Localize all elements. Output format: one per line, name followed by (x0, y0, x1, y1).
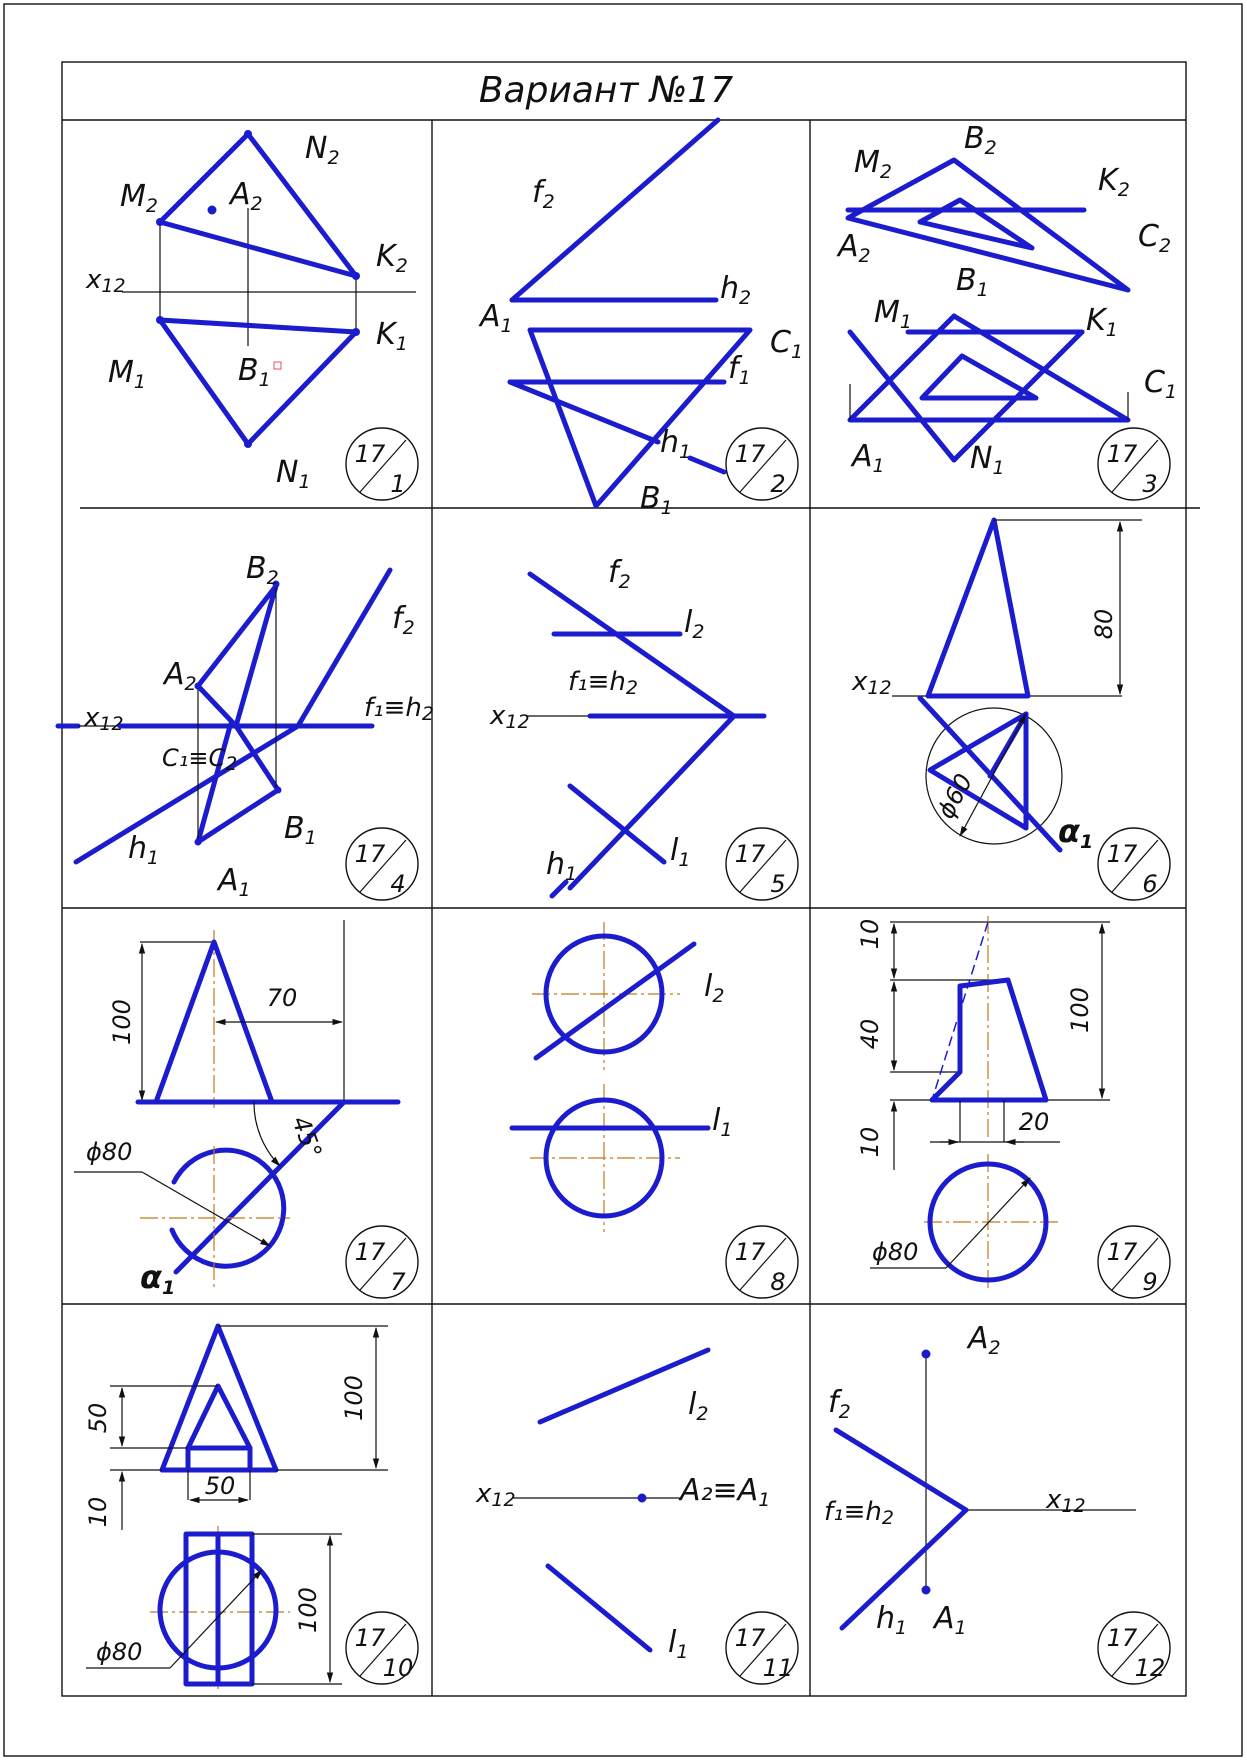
svg-text:C₁≡C2: C₁≡C2 (162, 744, 238, 775)
cell-7-labels (86, 984, 327, 1299)
badge-8 (726, 1226, 798, 1298)
svg-text:17: 17 (734, 840, 766, 868)
svg-text:6: 6 (1142, 870, 1158, 898)
svg-text:100: 100 (294, 1587, 322, 1633)
svg-text:ϕ60: ϕ60 (931, 769, 979, 824)
svg-text:12: 12 (1134, 1654, 1166, 1682)
svg-text:f₁≡h2: f₁≡h2 (568, 667, 638, 699)
cell-2-drawing (510, 120, 750, 506)
svg-text:ϕ80: ϕ80 (86, 1138, 133, 1166)
svg-text:N2: $N_2$ (305, 131, 340, 169)
svg-text:17: 17 (1106, 440, 1138, 468)
svg-text:M2: $M_2$ (120, 179, 158, 217)
svg-text:100: 100 (340, 1375, 368, 1421)
svg-text:17: 17 (354, 1624, 386, 1652)
svg-text:A2: $A_2$ (164, 657, 197, 695)
badge-3 (1098, 428, 1170, 500)
svg-text:45°: 45° (286, 1112, 328, 1163)
cell-9-labels (856, 919, 1094, 1266)
svg-text:K2: $K_2$ (376, 239, 408, 277)
svg-text:l2: $l_2$ (704, 969, 725, 1007)
svg-text:10: 10 (856, 918, 884, 950)
svg-text:3: 3 (1142, 470, 1158, 498)
svg-text:2: 2 (770, 470, 786, 498)
svg-text:B2: $B_2$ (246, 551, 279, 589)
cell-3-labels (836, 121, 1177, 479)
svg-text:9: 9 (1142, 1268, 1158, 1296)
svg-text:f₁≡h2: f₁≡h2 (824, 1497, 894, 1529)
svg-text:17: 17 (1106, 1624, 1138, 1652)
svg-text:C1: $C_1$ (1144, 365, 1178, 403)
svg-text:A1: $A_1$ (480, 299, 513, 337)
svg-text:h2: $h_2$ (720, 271, 752, 309)
svg-text:h1: $h_1$ (660, 425, 692, 463)
svg-text:10: 10 (856, 1126, 884, 1158)
badge-5 (726, 828, 798, 900)
svg-text:K1: $K_1$ (1086, 303, 1118, 341)
svg-text:N1: $N_1$ (970, 441, 1005, 479)
svg-text:f2: $f_2$ (828, 1385, 851, 1423)
svg-text:ϕ80: ϕ80 (96, 1638, 143, 1666)
svg-text:B1: $B_1$ (640, 481, 673, 519)
svg-text:f1: $f_1$ (728, 351, 751, 389)
svg-text:10: 10 (382, 1654, 414, 1682)
svg-text:f₁≡h2: f₁≡h2 (364, 693, 434, 725)
svg-text:x12: x12 (1046, 1485, 1086, 1517)
svg-text:B2: $B_2$ (964, 121, 997, 159)
svg-text:M2: $M_2$ (854, 145, 892, 183)
svg-text:l1: $l_1$ (712, 1103, 733, 1141)
svg-text:f2: $f_2$ (392, 601, 415, 639)
svg-text:x12: x12 (476, 1479, 516, 1511)
svg-text:ϕ80: ϕ80 (872, 1238, 919, 1266)
svg-text:M1: $M_1$ (108, 355, 146, 393)
svg-text:17: 17 (354, 1238, 386, 1266)
svg-text:17: 17 (354, 440, 386, 468)
svg-text:α1: α1 (140, 1258, 176, 1299)
svg-text:5: 5 (770, 870, 786, 898)
svg-text:80: 80 (1090, 608, 1118, 640)
svg-text:x12: x12 (84, 703, 124, 735)
badge-4 (346, 828, 418, 900)
badge-10 (346, 1612, 418, 1684)
svg-text:7: 7 (390, 1268, 406, 1296)
badge-11 (726, 1612, 798, 1684)
cell-8-drawing (512, 922, 708, 1232)
cell-11-labels (475, 1387, 770, 1663)
svg-text:l2: $l_2$ (684, 605, 705, 643)
cell-10-labels (84, 1375, 368, 1666)
cell-11-drawing (512, 1350, 708, 1650)
cell-12-drawing (836, 1350, 1136, 1629)
cell-9-drawing (870, 916, 1110, 1290)
cell-12-labels (824, 1321, 1086, 1639)
svg-text:f2: $f_2$ (532, 175, 555, 213)
svg-text:A₂≡A1: $A_2\equiv A_1$ (680, 1473, 771, 1511)
svg-text:C2: $C_2$ (1138, 219, 1172, 257)
svg-text:h1: $h_1$ (876, 1601, 908, 1639)
badge-6 (1098, 828, 1170, 900)
svg-text:A2: $A_2$ (838, 229, 871, 267)
svg-text:h1: $h_1$ (546, 847, 578, 885)
svg-text:100: 100 (1066, 987, 1094, 1033)
svg-text:17: 17 (354, 840, 386, 868)
svg-text:x12: x12 (86, 265, 126, 297)
svg-text:100: 100 (108, 999, 136, 1045)
svg-text:A1: $A_1$ (852, 439, 885, 477)
svg-text:17: 17 (1106, 840, 1138, 868)
svg-text:K2: $K_2$ (1098, 163, 1130, 201)
grid-lines (62, 120, 1200, 1696)
sheet-title: Вариант №17 (478, 70, 734, 111)
svg-text:f2: $f_2$ (608, 555, 631, 593)
svg-text:B1: $B_1$ (956, 263, 989, 301)
svg-text:20: 20 (1018, 1108, 1050, 1136)
svg-text:K1: $K_1$ (376, 317, 408, 355)
svg-text:B1: $B_1$ (284, 811, 317, 849)
badge-9 (1098, 1226, 1170, 1298)
svg-text:N1: $N_1$ (276, 455, 311, 493)
svg-text:h1: $h_1$ (128, 831, 160, 869)
svg-text:A1: $A_1$ (934, 1601, 967, 1639)
svg-text:8: 8 (770, 1268, 786, 1296)
svg-text:x12: x12 (852, 667, 892, 699)
svg-text:10: 10 (84, 1496, 112, 1528)
badge-7 (346, 1226, 418, 1298)
svg-text:40: 40 (856, 1018, 884, 1050)
svg-text:x12: x12 (490, 701, 530, 733)
svg-text:17: 17 (734, 440, 766, 468)
badge-2 (726, 428, 798, 500)
svg-text:A1: $A_1$ (218, 863, 251, 901)
svg-text:70: 70 (266, 984, 298, 1012)
svg-text:B1: $B_1$ (238, 353, 271, 391)
svg-text:17: 17 (734, 1238, 766, 1266)
cell-6-labels (851, 609, 1118, 853)
svg-text:M1: $M_1$ (874, 295, 912, 333)
svg-text:A2: $A_2$ (968, 1321, 1001, 1359)
svg-text:A2: $A_2$ (230, 177, 263, 215)
badge-1 (346, 428, 418, 500)
svg-text:4: 4 (390, 870, 406, 898)
svg-text:l1: $l_1$ (668, 1625, 689, 1663)
svg-text:17: 17 (734, 1624, 766, 1652)
badge-12 (1098, 1612, 1170, 1684)
svg-text:C1: $C_1$ (770, 325, 804, 363)
svg-text:50: 50 (84, 1402, 112, 1434)
cell-7-drawing (74, 920, 398, 1290)
svg-text:l2: $l_2$ (688, 1387, 709, 1425)
cell-5-labels (489, 555, 704, 885)
svg-text:α1: α1 (1058, 812, 1094, 853)
cell-6-drawing (892, 520, 1142, 850)
svg-text:17: 17 (1106, 1238, 1138, 1266)
cell-8-labels (704, 969, 732, 1141)
svg-text:11: 11 (762, 1654, 794, 1682)
svg-text:50: 50 (204, 1472, 236, 1500)
cell-1-drawing (122, 130, 416, 448)
svg-text:1: 1 (390, 470, 406, 498)
svg-text:l1: $l_1$ (670, 833, 691, 871)
